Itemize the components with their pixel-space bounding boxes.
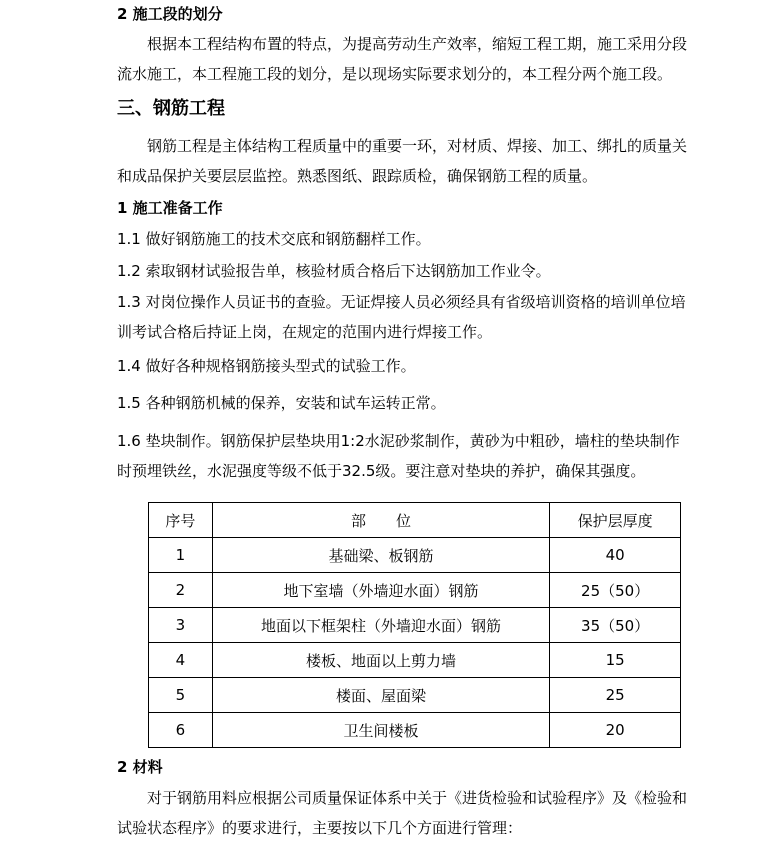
table-header-cell: 保护层厚度 (550, 503, 681, 538)
paragraph-line: 根据本工程结构布置的特点，为提高劳动生产效率，缩短工程工期，施工采用分段 (147, 35, 688, 53)
table-cell-location: 楼板、地面以上剪力墙 (212, 643, 549, 678)
table-cell-index: 3 (149, 608, 213, 643)
list-item-1-2: 1.2 索取钢材试验报告单，核验材质合格后下达钢筋加工作业令。 (117, 262, 551, 280)
table-cell-thickness: 25 (550, 678, 681, 713)
table-header-cell: 序号 (149, 503, 213, 538)
table-cell-index: 6 (149, 713, 213, 748)
cover-thickness-table (148, 502, 681, 748)
table-row (149, 538, 681, 573)
table-cell-index: 2 (149, 573, 213, 608)
paragraph-line: 和成品保护关要层层监控。熟悉图纸、跟踪质检，确保钢筋工程的质量。 (117, 167, 598, 185)
table-header-cell: 部 位 (212, 503, 549, 538)
table-cell-index: 1 (149, 538, 213, 573)
table-cell-index: 4 (149, 643, 213, 678)
table-cell-thickness: 20 (550, 713, 681, 748)
table-row (149, 643, 681, 678)
table-cell-thickness: 15 (550, 643, 681, 678)
table-cell-thickness: 40 (550, 538, 681, 573)
list-item-1-6-cont: 时预埋铁丝，水泥强度等级不低于32.5级。要注意对垫块的养护，确保其强度。 (117, 462, 646, 480)
section-heading-preparation: 1 施工准备工作 (117, 199, 223, 217)
table-row (149, 608, 681, 643)
section-heading-materials: 2 材料 (117, 758, 163, 776)
paragraph-line: 对于钢筋用料应根据公司质量保证体系中关于《进货检验和试验程序》及《检验和 (147, 789, 688, 807)
table-row (149, 678, 681, 713)
table-cell-index: 5 (149, 678, 213, 713)
table-header-row (149, 503, 681, 538)
table-row (149, 713, 681, 748)
list-item-1-6: 1.6 垫块制作。钢筋保护层垫块用1:2水泥砂浆制作，黄砂为中粗砂，墙柱的垫块制作 (117, 432, 680, 450)
table-row (149, 573, 681, 608)
table-cell-location: 卫生间楼板 (212, 713, 549, 748)
list-item-1-1: 1.1 做好钢筋施工的技术交底和钢筋翻样工作。 (117, 230, 431, 248)
paragraph-line: 钢筋工程是主体结构工程质量中的重要一环，对材质、焊接、加工、绑扎的质量关 (147, 137, 688, 155)
section-heading-construction-stages: 2 施工段的划分 (117, 5, 223, 23)
table-cell-thickness: 25（50） (550, 573, 681, 608)
list-item-1-3: 1.3 对岗位操作人员证书的查验。无证焊接人员必须经具有省级培训资格的培训单位培 (117, 293, 686, 311)
list-item-1-5: 1.5 各种钢筋机械的保养，安装和试车运转正常。 (117, 394, 446, 412)
list-item-1-3-cont: 训考试合格后持证上岗，在规定的范围内进行焊接工作。 (117, 323, 493, 341)
table-cell-location: 基础梁、板钢筋 (212, 538, 549, 573)
paragraph-line: 流水施工，本工程施工段的划分，是以现场实际要求划分的，本工程分两个施工段。 (117, 65, 673, 83)
table-cell-thickness: 35（50） (550, 608, 681, 643)
chapter-heading-rebar-works: 三、钢筋工程 (117, 98, 225, 119)
paragraph-line: 试验状态程序》的要求进行，主要按以下几个方面进行管理： (117, 819, 523, 837)
table-cell-location: 楼面、屋面梁 (212, 678, 549, 713)
list-item-1-4: 1.4 做好各种规格钢筋接头型式的试验工作。 (117, 357, 416, 375)
table-cell-location: 地面以下框架柱（外墙迎水面）钢筋 (212, 608, 549, 643)
table-cell-location: 地下室墙（外墙迎水面）钢筋 (212, 573, 549, 608)
